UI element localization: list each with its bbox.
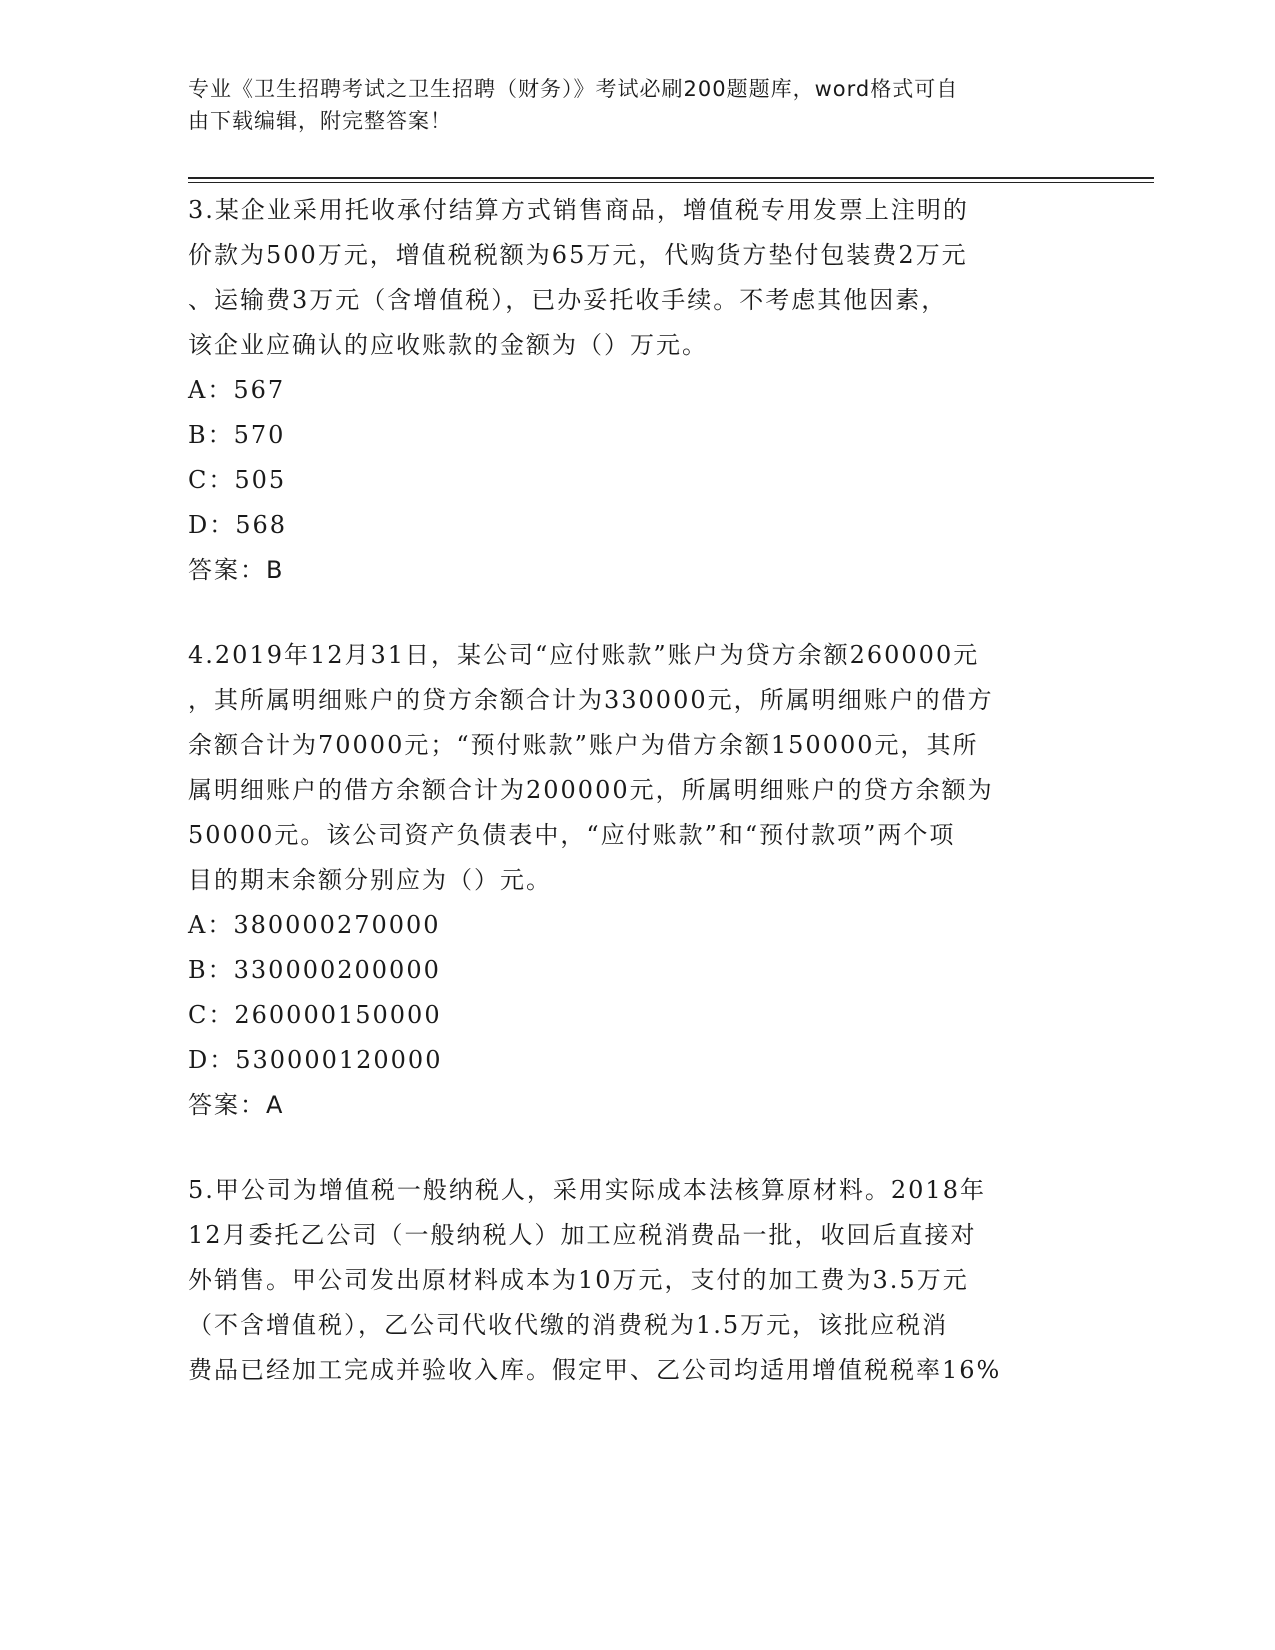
- stem-line: 5.甲公司为增值税一般纳税人，采用实际成本法核算原材料。2018年: [188, 1176, 986, 1204]
- stem-line: 余额合计为70000元；“预付账款”账户为借方余额150000元，其所: [188, 731, 979, 759]
- stem-line: 4.2019年12月31日，某公司“应付账款”账户为贷方余额260000元: [188, 641, 980, 669]
- answer-label: 答案：B: [188, 556, 285, 584]
- answer-label: 答案：A: [188, 1091, 285, 1119]
- document-header: [188, 73, 1068, 137]
- stem-line: 外销售。甲公司发出原材料成本为10万元，支付的加工费为3.5万元: [188, 1266, 969, 1294]
- question-4: [188, 633, 1088, 1128]
- header-title-line-1: 专业《卫生招聘考试之卫生招聘（财务）》考试必刷200题题库，word格式可自: [188, 77, 959, 101]
- stem-line: 目的期末余额分别应为（）元。: [188, 866, 552, 894]
- stem-line: 3.某企业采用托收承付结算方式销售商品，增值税专用发票上注明的: [188, 196, 969, 224]
- header-divider-thin: [188, 182, 1154, 183]
- option-b: B：330000200000: [188, 956, 441, 984]
- option-d: D：530000120000: [188, 1046, 443, 1074]
- question-3: [188, 188, 1088, 593]
- option-c: C：505: [188, 466, 287, 494]
- stem-line: ，其所属明细账户的贷方余额合计为330000元，所属明细账户的借方: [188, 686, 994, 714]
- stem-line: 12月委托乙公司（一般纳税人）加工应税消费品一批，收回后直接对: [188, 1221, 977, 1249]
- question-stem: [188, 188, 1088, 368]
- option-c: C：260000150000: [188, 1001, 442, 1029]
- stem-line: 、运输费3万元（含增值税），已办妥托收手续。不考虑其他因素，: [188, 286, 948, 314]
- option-d: D：568: [188, 511, 288, 539]
- question-5: [188, 1168, 1088, 1393]
- stem-line: （不含增值税），乙公司代收代缴的消费税为1.5万元，该批应税消: [188, 1311, 949, 1339]
- option-b: B：570: [188, 421, 286, 449]
- question-stem: [188, 1168, 1088, 1393]
- stem-line: 费品已经加工完成并验收入库。假定甲、乙公司均适用增值税税率16%: [188, 1356, 1002, 1384]
- stem-line: 该企业应确认的应收账款的金额为（）万元。: [188, 331, 708, 359]
- header-title-line-2: 由下载编辑，附完整答案！: [188, 109, 452, 133]
- stem-line: 50000元。该公司资产负债表中，“应付账款”和“预付款项”两个项: [188, 821, 956, 849]
- question-list: [188, 188, 1088, 1433]
- option-a: A：380000270000: [188, 911, 441, 939]
- question-stem: [188, 633, 1088, 903]
- stem-line: 价款为500万元，增值税税额为65万元，代购货方垫付包装费2万元: [188, 241, 968, 269]
- stem-line: 属明细账户的借方余额合计为200000元，所属明细账户的贷方余额为: [188, 776, 994, 804]
- option-a: A：567: [188, 376, 286, 404]
- header-divider-thick: [188, 177, 1154, 179]
